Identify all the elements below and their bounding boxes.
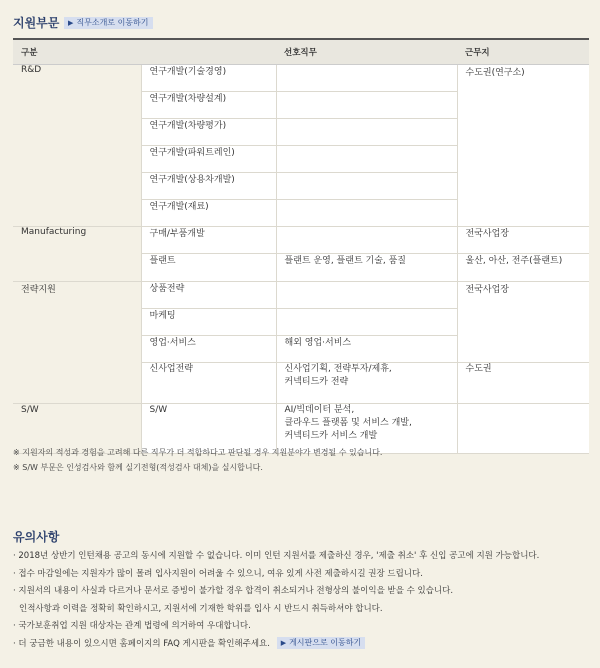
preferred-cell <box>276 173 457 200</box>
location-cell: 수도권(연구소) <box>457 65 589 227</box>
job-cell: 구매/부품개발 <box>141 227 276 254</box>
job-cell: 상품전략 <box>141 282 276 309</box>
job-cell: 연구개발(차량평가) <box>141 119 276 146</box>
location-cell: 수도권 <box>457 363 589 404</box>
header-location: 근무지 <box>457 39 589 65</box>
table-row <box>13 65 589 92</box>
job-cell: 플랜트 <box>141 254 276 282</box>
faq-board-link[interactable] <box>277 637 366 649</box>
preferred-cell <box>276 146 457 173</box>
section-title: 지원부문 <box>13 16 60 30</box>
preferred-cell: 신사업기획, 전략투자/제휴, 커넥티드카 전략 <box>276 363 457 404</box>
caution-line: · 국가보훈취업 지원 대상자는 관계 법령에 의거하여 우대합니다. <box>13 621 251 631</box>
header-preferred: 선호직무 <box>276 39 457 65</box>
division-cell: R&D <box>13 65 141 227</box>
preferred-cell: 플랜트 운영, 플랜트 기술, 품질 <box>276 254 457 282</box>
job-cell: 연구개발(재료) <box>141 200 276 227</box>
job-cell: 영업·서비스 <box>141 336 276 363</box>
faq-board-link-label: 게시판으로 이동하기 <box>289 638 362 647</box>
preferred-cell <box>276 282 457 309</box>
header-job <box>141 39 276 65</box>
preferred-cell <box>276 227 457 254</box>
job-cell: 신사업전략 <box>141 363 276 404</box>
table-row <box>13 227 589 254</box>
header-division: 구분 <box>13 39 141 65</box>
play-arrow-icon: ▶ <box>280 639 287 647</box>
job-cell: S/W <box>141 404 276 454</box>
recruit-table <box>13 38 589 454</box>
caution-faq-text: · 더 궁금한 내용이 있으시면 홈페이지의 FAQ 게시판을 확인해주세요. <box>13 638 270 649</box>
preferred-cell <box>276 92 457 119</box>
cautions-list <box>13 548 593 653</box>
job-cell: 마케팅 <box>141 309 276 336</box>
preferred-cell <box>276 200 457 227</box>
caution-line: 인적사항과 이력을 정확히 확인하시고, 지원서에 기재한 학위를 입사 시 반드시 취득하셔야 합니다. <box>19 603 383 614</box>
table-header-row <box>13 39 589 65</box>
location-cell: 전국사업장 <box>457 282 589 363</box>
caution-line: · 2018년 상반기 인턴채용 공고의 동시에 지원할 수 없습니다. 이미 인턴 지원서를 제출하신 경우, '제출 취소' 후 신입 공고에 지원 가능합니다. <box>13 551 540 561</box>
location-cell: 전국사업장 <box>457 227 589 254</box>
table-row <box>13 282 589 309</box>
location-cell <box>457 404 589 454</box>
job-cell: 연구개발(상용차개발) <box>141 173 276 200</box>
preferred-cell <box>276 65 457 92</box>
division-cell: S/W <box>13 404 141 454</box>
job-cell: 연구개발(차량설계) <box>141 92 276 119</box>
job-cell: 연구개발(기술경영) <box>141 65 276 92</box>
preferred-cell <box>276 309 457 336</box>
job-cell: 연구개발(파워트레인) <box>141 146 276 173</box>
note-line: ※ S/W 부문은 인성검사와 함께 실기전형(적성검사 대체)을 실시합니다. <box>13 463 263 472</box>
job-intro-link[interactable] <box>64 17 153 29</box>
preferred-cell: AI/빅데이터 분석, 클라우드 플랫폼 및 서비스 개발, 커넥티드카 서비스 개발 <box>276 404 457 454</box>
note-line: ※ 지원자의 적성과 경험을 고려해 다른 직무가 더 적합하다고 판단될 경우 지원분야가 변경될 수 있습니다. <box>13 448 383 457</box>
caution-line <box>13 636 593 654</box>
preferred-cell: 해외 영업·서비스 <box>276 336 457 363</box>
location-cell: 울산, 아산, 전주(플랜트) <box>457 254 589 282</box>
job-intro-link-label: 직무소개로 이동하기 <box>76 18 149 27</box>
notes <box>13 445 382 475</box>
caution-line: · 지원서의 내용이 사실과 다르거나 문서로 증빙이 불가할 경우 합격이 취소되거나 전형상의 불이익을 받을 수 있습니다. <box>13 586 454 596</box>
play-arrow-icon: ▶ <box>68 19 74 27</box>
caution-line: · 접수 마감일에는 지원자가 많이 몰려 입사지원이 어려울 수 있으니, 여유 있게 사전 제출하시길 권장 드립니다. <box>13 568 423 579</box>
cautions-title: 유의사항 <box>13 530 60 544</box>
division-cell: Manufacturing <box>13 227 141 282</box>
division-cell: 전략지원 <box>13 282 141 404</box>
preferred-cell <box>276 119 457 146</box>
